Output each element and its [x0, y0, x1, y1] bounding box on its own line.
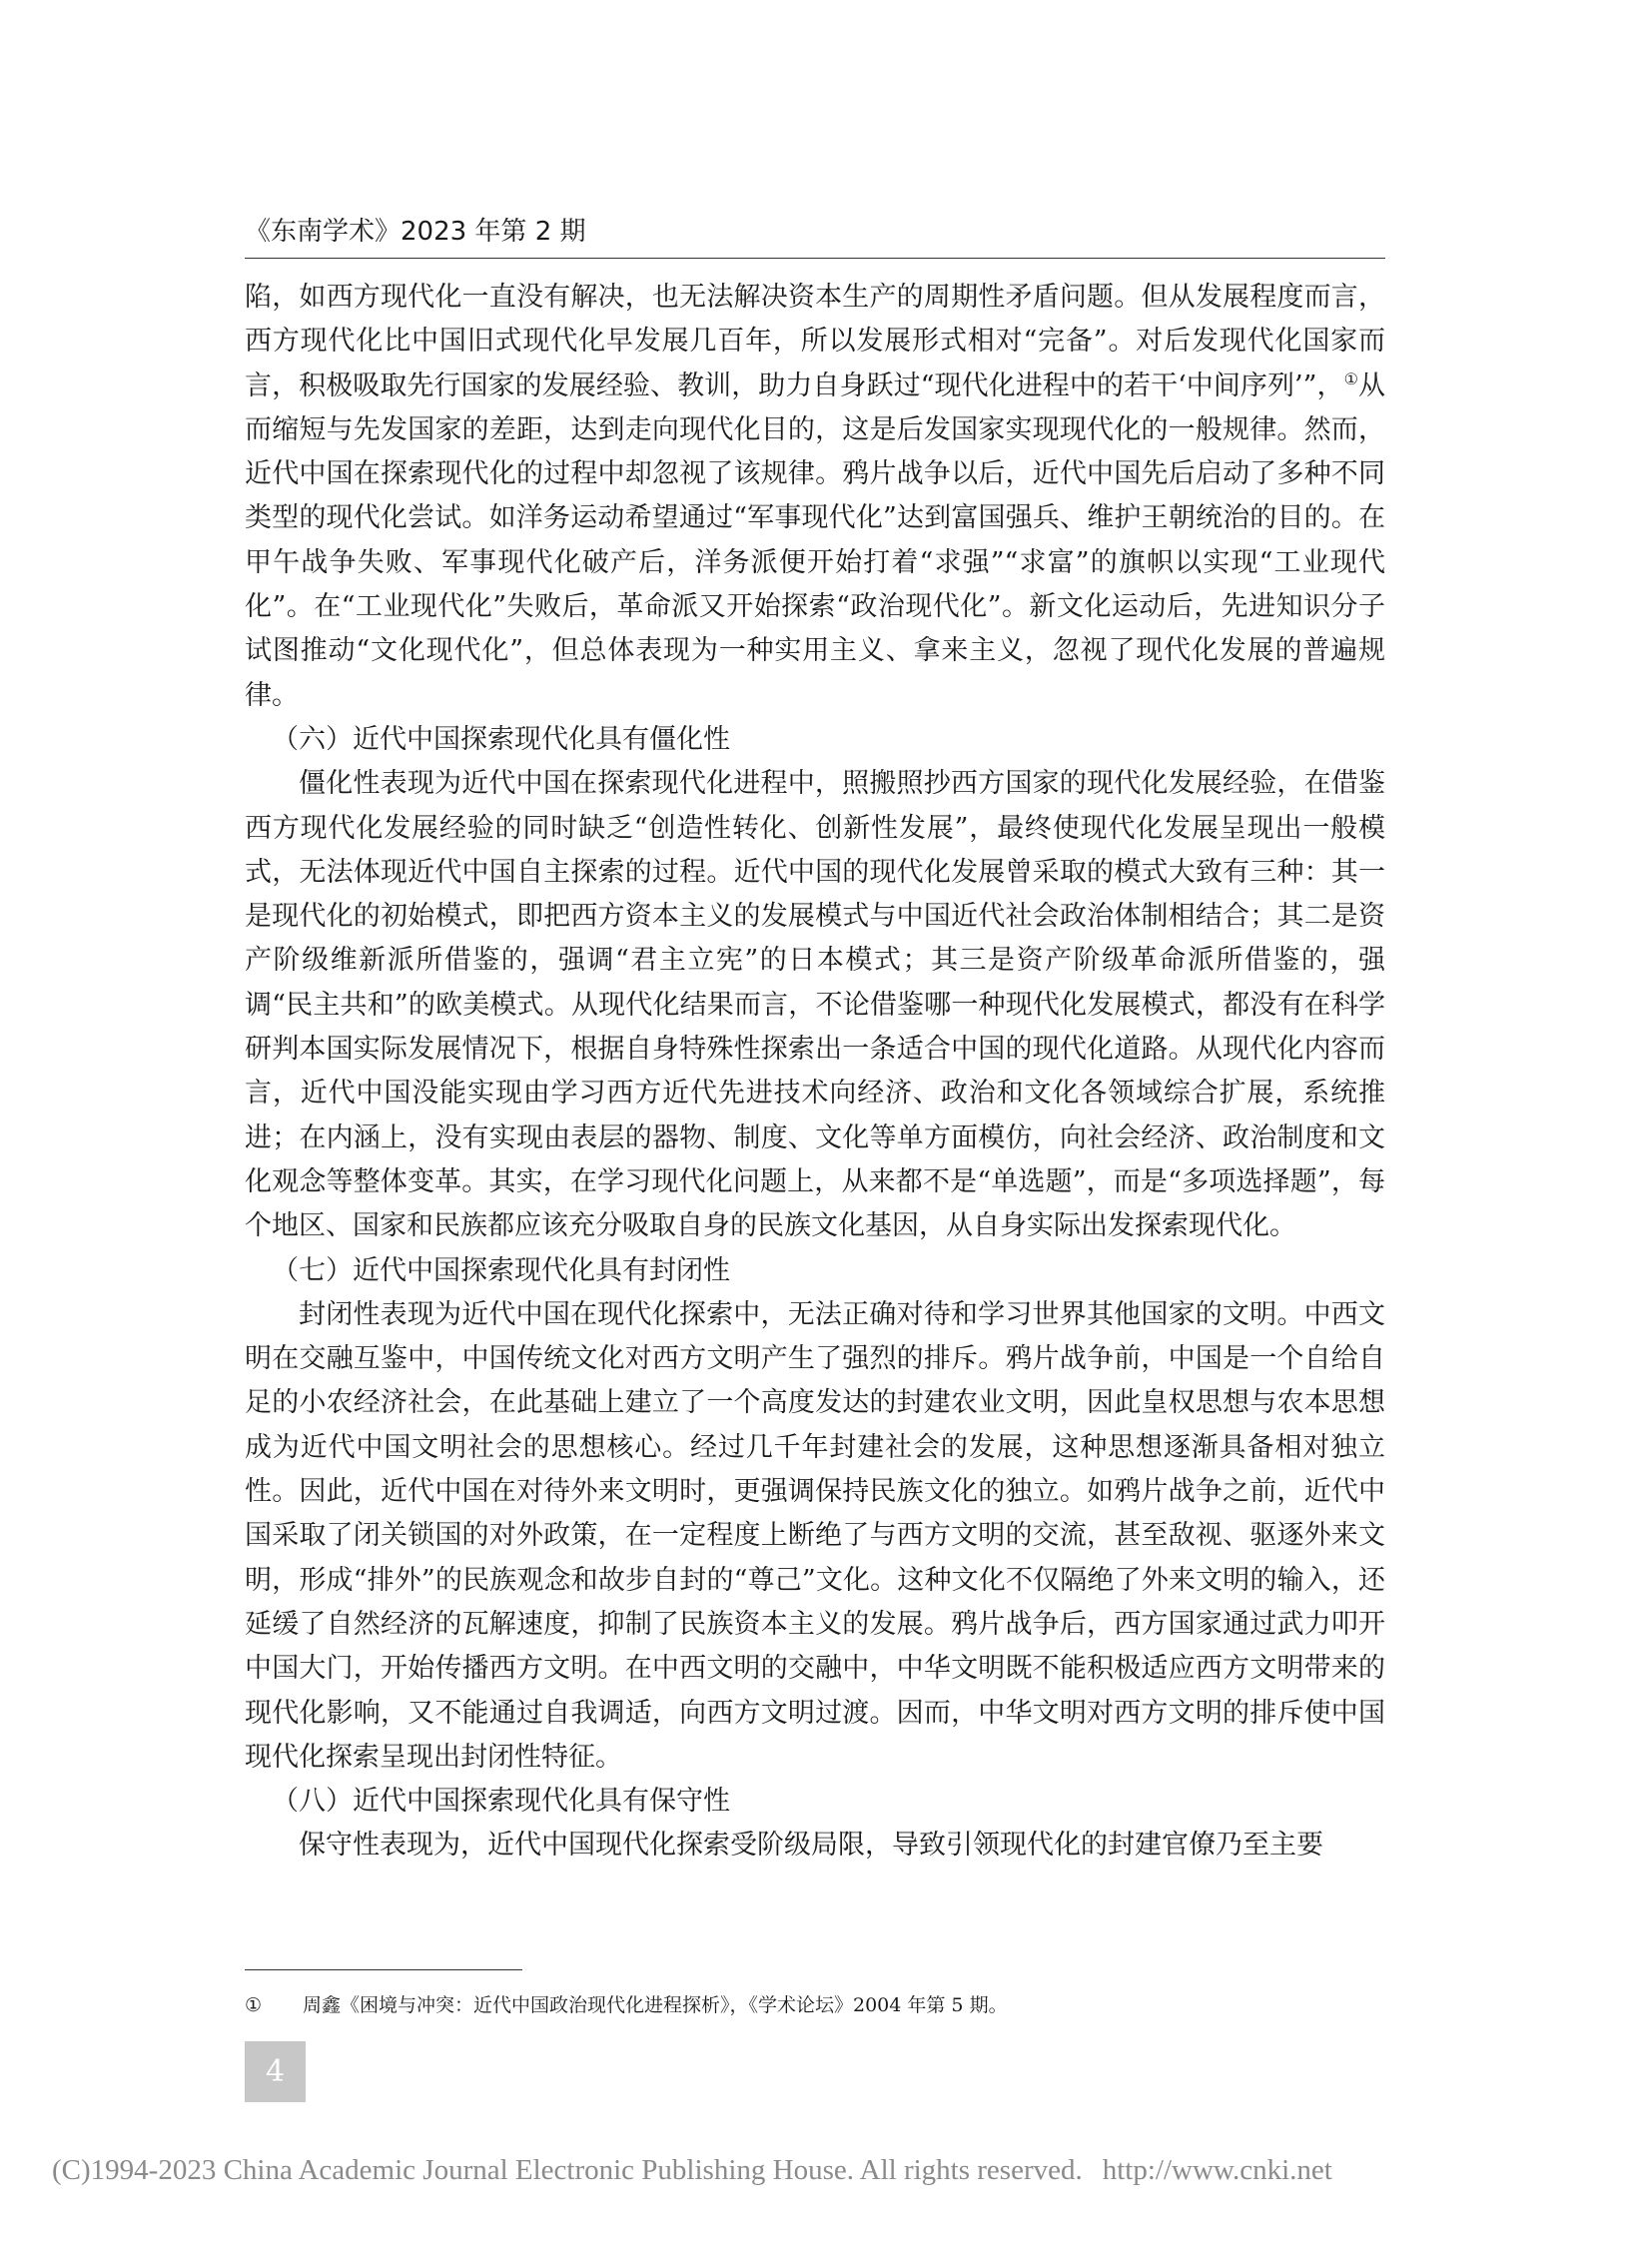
- page-number: 4: [245, 2041, 306, 2102]
- paragraph-text: 陷，如西方现代化一直没有解决，也无法解决资本生产的周期性矛盾问题。但从发展程度而言，西方现代化比中国旧式现代化早发展几百年，所以发展形式相对“完备”。对后发现代化国家而言，积极吸取先行国家的发展经验、教训，助力自身跃过“现代化进程中的若干‘中间序列’”，: [245, 282, 1385, 401]
- journal-header: 《东南学术》2023 年第 2 期: [245, 217, 586, 247]
- footnote-text: 周鑫《困境与冲突：近代中国政治现代化进程探析》，《学术论坛》2004 年第 5 期。: [303, 1994, 1008, 2016]
- header-divider: [245, 258, 1385, 259]
- paragraph-text: 从而缩短与先发国家的差距，达到走向现代化目的，这是后发国家实现现代化的一般规律。然而，近代中国在探索现代化的过程中却忽视了该规律。鸦片战争以后，近代中国先后启动了多种不同类型的现代化尝试。如洋务运动希望通过“军事现代化”达到富国强兵、维护王朝统治的目的。在甲午战争失败、军事现代化破产后，洋务派便开始打着“求强”“求富”的旗帜以实现“工业现代化”。在“工业现代化”失败后，革命派又开始探索“政治现代化”。新文化运动后，先进知识分子试图推动“文化现代化”，但总体表现为一种实用主义、拿来主义，忽视了现代化发展的普遍规律。: [245, 370, 1385, 711]
- body-paragraph: 保守性表现为，近代中国现代化探索受阶级局限，导致引领现代化的封建官僚乃至主要: [299, 1830, 1323, 1862]
- footnote: [245, 1991, 1385, 2019]
- publisher-url[interactable]: http://www.cnki.net: [1102, 2154, 1332, 2186]
- article-body: [245, 276, 1385, 1868]
- footnote-mark: ①: [245, 1994, 263, 2016]
- body-paragraph: [245, 276, 1385, 718]
- footnote-divider: [245, 1969, 522, 1970]
- copyright-notice: [52, 2152, 1390, 2188]
- footnote-reference[interactable]: ①: [1343, 369, 1358, 388]
- body-paragraph: 僵化性表现为近代中国在探索现代化进程中，照搬照抄西方国家的现代化发展经验，在借鉴西方现代化发展经验的同时缺乏“创造性转化、创新性发展”，最终使现代化发展呈现出一般模式，无法体现近代中国自主探索的过程。近代中国的现代化发展曾采取的模式大致有三种：其一是现代化的初始模式，即把西方资本主义的发展模式与中国近代社会政治体制相结合；其二是资产阶级维新派所借鉴的，强调“君主立宪”的日本模式；其三是资产阶级革命派所借鉴的，强调“民主共和”的欧美模式。从现代化结果而言，不论借鉴哪一种现代化发展模式，都没有在科学研判本国实际发展情况下，根据自身特殊性探索出一条适合中国的现代化道路。从现代化内容而言，近代中国没能实现由学习西方近代先进技术向经济、政治和文化各领域综合扩展，系统推进；在内涵上，没有实现由表层的器物、制度、文化等单方面模仿，向社会经济、政治制度和文化观念等整体变革。其实，在学习现代化问题上，从来都不是“单选题”，而是“多项选择题”，每个地区、国家和民族都应该充分吸取自身的民族文化基因，从自身实际出发探索现代化。: [245, 768, 1385, 1242]
- section-heading: （七）近代中国探索现代化具有封闭性: [272, 1254, 730, 1286]
- body-paragraph: 封闭性表现为近代中国在现代化探索中，无法正确对待和学习世界其他国家的文明。中西文明在交融互鉴中，中国传统文化对西方文明产生了强烈的排斥。鸦片战争前，中国是一个自给自足的小农经济社会，在此基础上建立了一个高度发达的封建农业文明，因此皇权思想与农本思想成为近代中国文明社会的思想核心。经过几千年封建社会的发展，这种思想逐渐具备相对独立性。因此，近代中国在对待外来文明时，更强调保持民族文化的独立。如鸦片战争之前，近代中国采取了闭关锁国的对外政策，在一定程度上断绝了与西方文明的交流，甚至敌视、驱逐外来文明，形成“排外”的民族观念和故步自封的“尊己”文化。这种文化不仅隔绝了外来文明的输入，还延缓了自然经济的瓦解速度，抑制了民族资本主义的发展。鸦片战争后，西方国家通过武力叩开中国大门，开始传播西方文明。在中西文明的交融中，中华文明既不能积极适应西方文明带来的现代化影响，又不能通过自我调适，向西方文明过渡。因而，中华文明对西方文明的排斥使中国现代化探索呈现出封闭性特征。: [245, 1298, 1385, 1773]
- section-heading: （六）近代中国探索现代化具有僵化性: [272, 723, 730, 755]
- copyright-text: (C)1994-2023 China Academic Journal Electronic Publishing House. All rights reserved.: [52, 2154, 1083, 2186]
- section-heading: （八）近代中国探索现代化具有保守性: [272, 1786, 730, 1818]
